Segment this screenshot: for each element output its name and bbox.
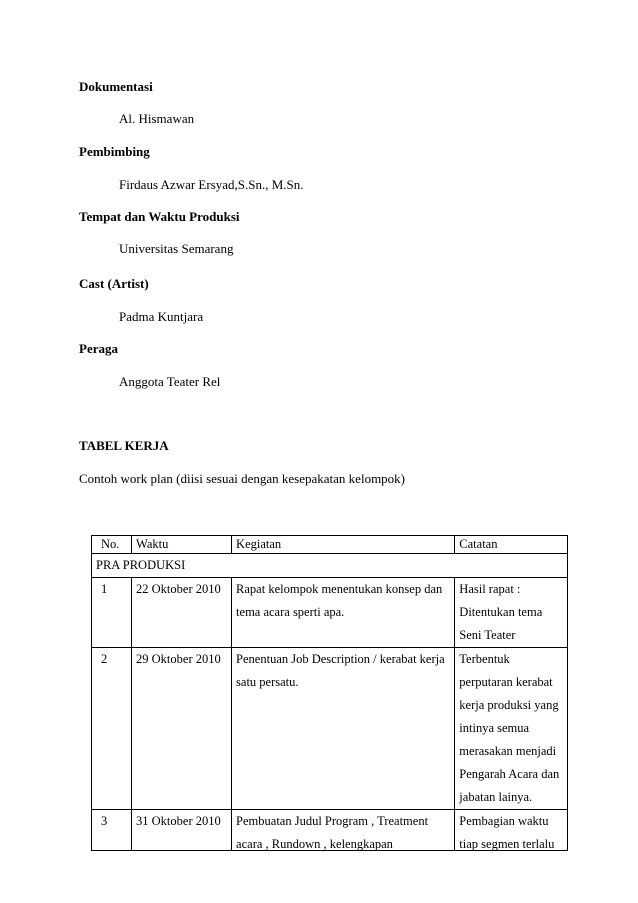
row-no: 2	[92, 648, 132, 810]
row-catatan	[455, 810, 568, 851]
section-value-cast: Padma Kuntjara	[119, 309, 204, 324]
phase-row	[92, 554, 568, 578]
section-label-cast: Cast (Artist)	[79, 276, 149, 291]
table-row	[92, 648, 568, 810]
row-waktu: 31 Oktober 2010	[132, 810, 232, 851]
row-no: 1	[92, 578, 132, 648]
row-catatan-text: Pembagian waktu tiap segmen terlalu	[459, 814, 555, 850]
row-waktu: 22 Oktober 2010	[132, 578, 232, 648]
section-value-pembimbing: Firdaus Azwar Ersyad,S.Sn., M.Sn.	[119, 177, 304, 192]
table-header-row	[92, 536, 568, 554]
section-label-peraga: Peraga	[79, 341, 118, 356]
column-header-kegiatan: Kegiatan	[232, 536, 455, 554]
table-row	[92, 810, 568, 851]
row-kegiatan	[232, 810, 455, 851]
section-label-dokumentasi: Dokumentasi	[79, 79, 153, 94]
row-kegiatan: Penentuan Job Description / kerabat kerja satu persatu.	[232, 648, 455, 810]
section-value-dokumentasi: Al. Hismawan	[119, 111, 195, 126]
phase-label: PRA PRODUKSI	[92, 554, 568, 578]
tabel-heading: TABEL KERJA	[79, 438, 169, 453]
row-catatan: Hasil rapat : Ditentukan tema Seni Teater	[455, 578, 568, 648]
row-waktu: 29 Oktober 2010	[132, 648, 232, 810]
section-label-pembimbing: Pembimbing	[79, 144, 150, 159]
section-value-tempat: Universitas Semarang	[119, 241, 234, 256]
row-catatan: Terbentuk perputaran kerabat kerja produksi yang intinya semua merasakan menjadi Pengarah Acara dan jabatan lainya.	[455, 648, 568, 810]
section-label-tempat: Tempat dan Waktu Produksi	[79, 209, 240, 224]
row-no: 3	[92, 810, 132, 851]
table-row	[92, 578, 568, 648]
column-header-catatan: Catatan	[455, 536, 568, 554]
row-kegiatan: Rapat kelompok menentukan konsep dan tema acara sperti apa.	[232, 578, 455, 648]
column-header-waktu: Waktu	[132, 536, 232, 554]
tabel-subtitle: Contoh work plan (diisi sesuai dengan kesepakatan kelompok)	[79, 471, 406, 486]
section-value-peraga: Anggota Teater Rel	[119, 374, 221, 389]
work-plan-table	[91, 535, 568, 851]
column-header-no: No.	[92, 536, 132, 554]
row-kegiatan-text: Pembuatan Judul Program , Treatment acara , Rundown , kelengkapan	[236, 814, 429, 850]
